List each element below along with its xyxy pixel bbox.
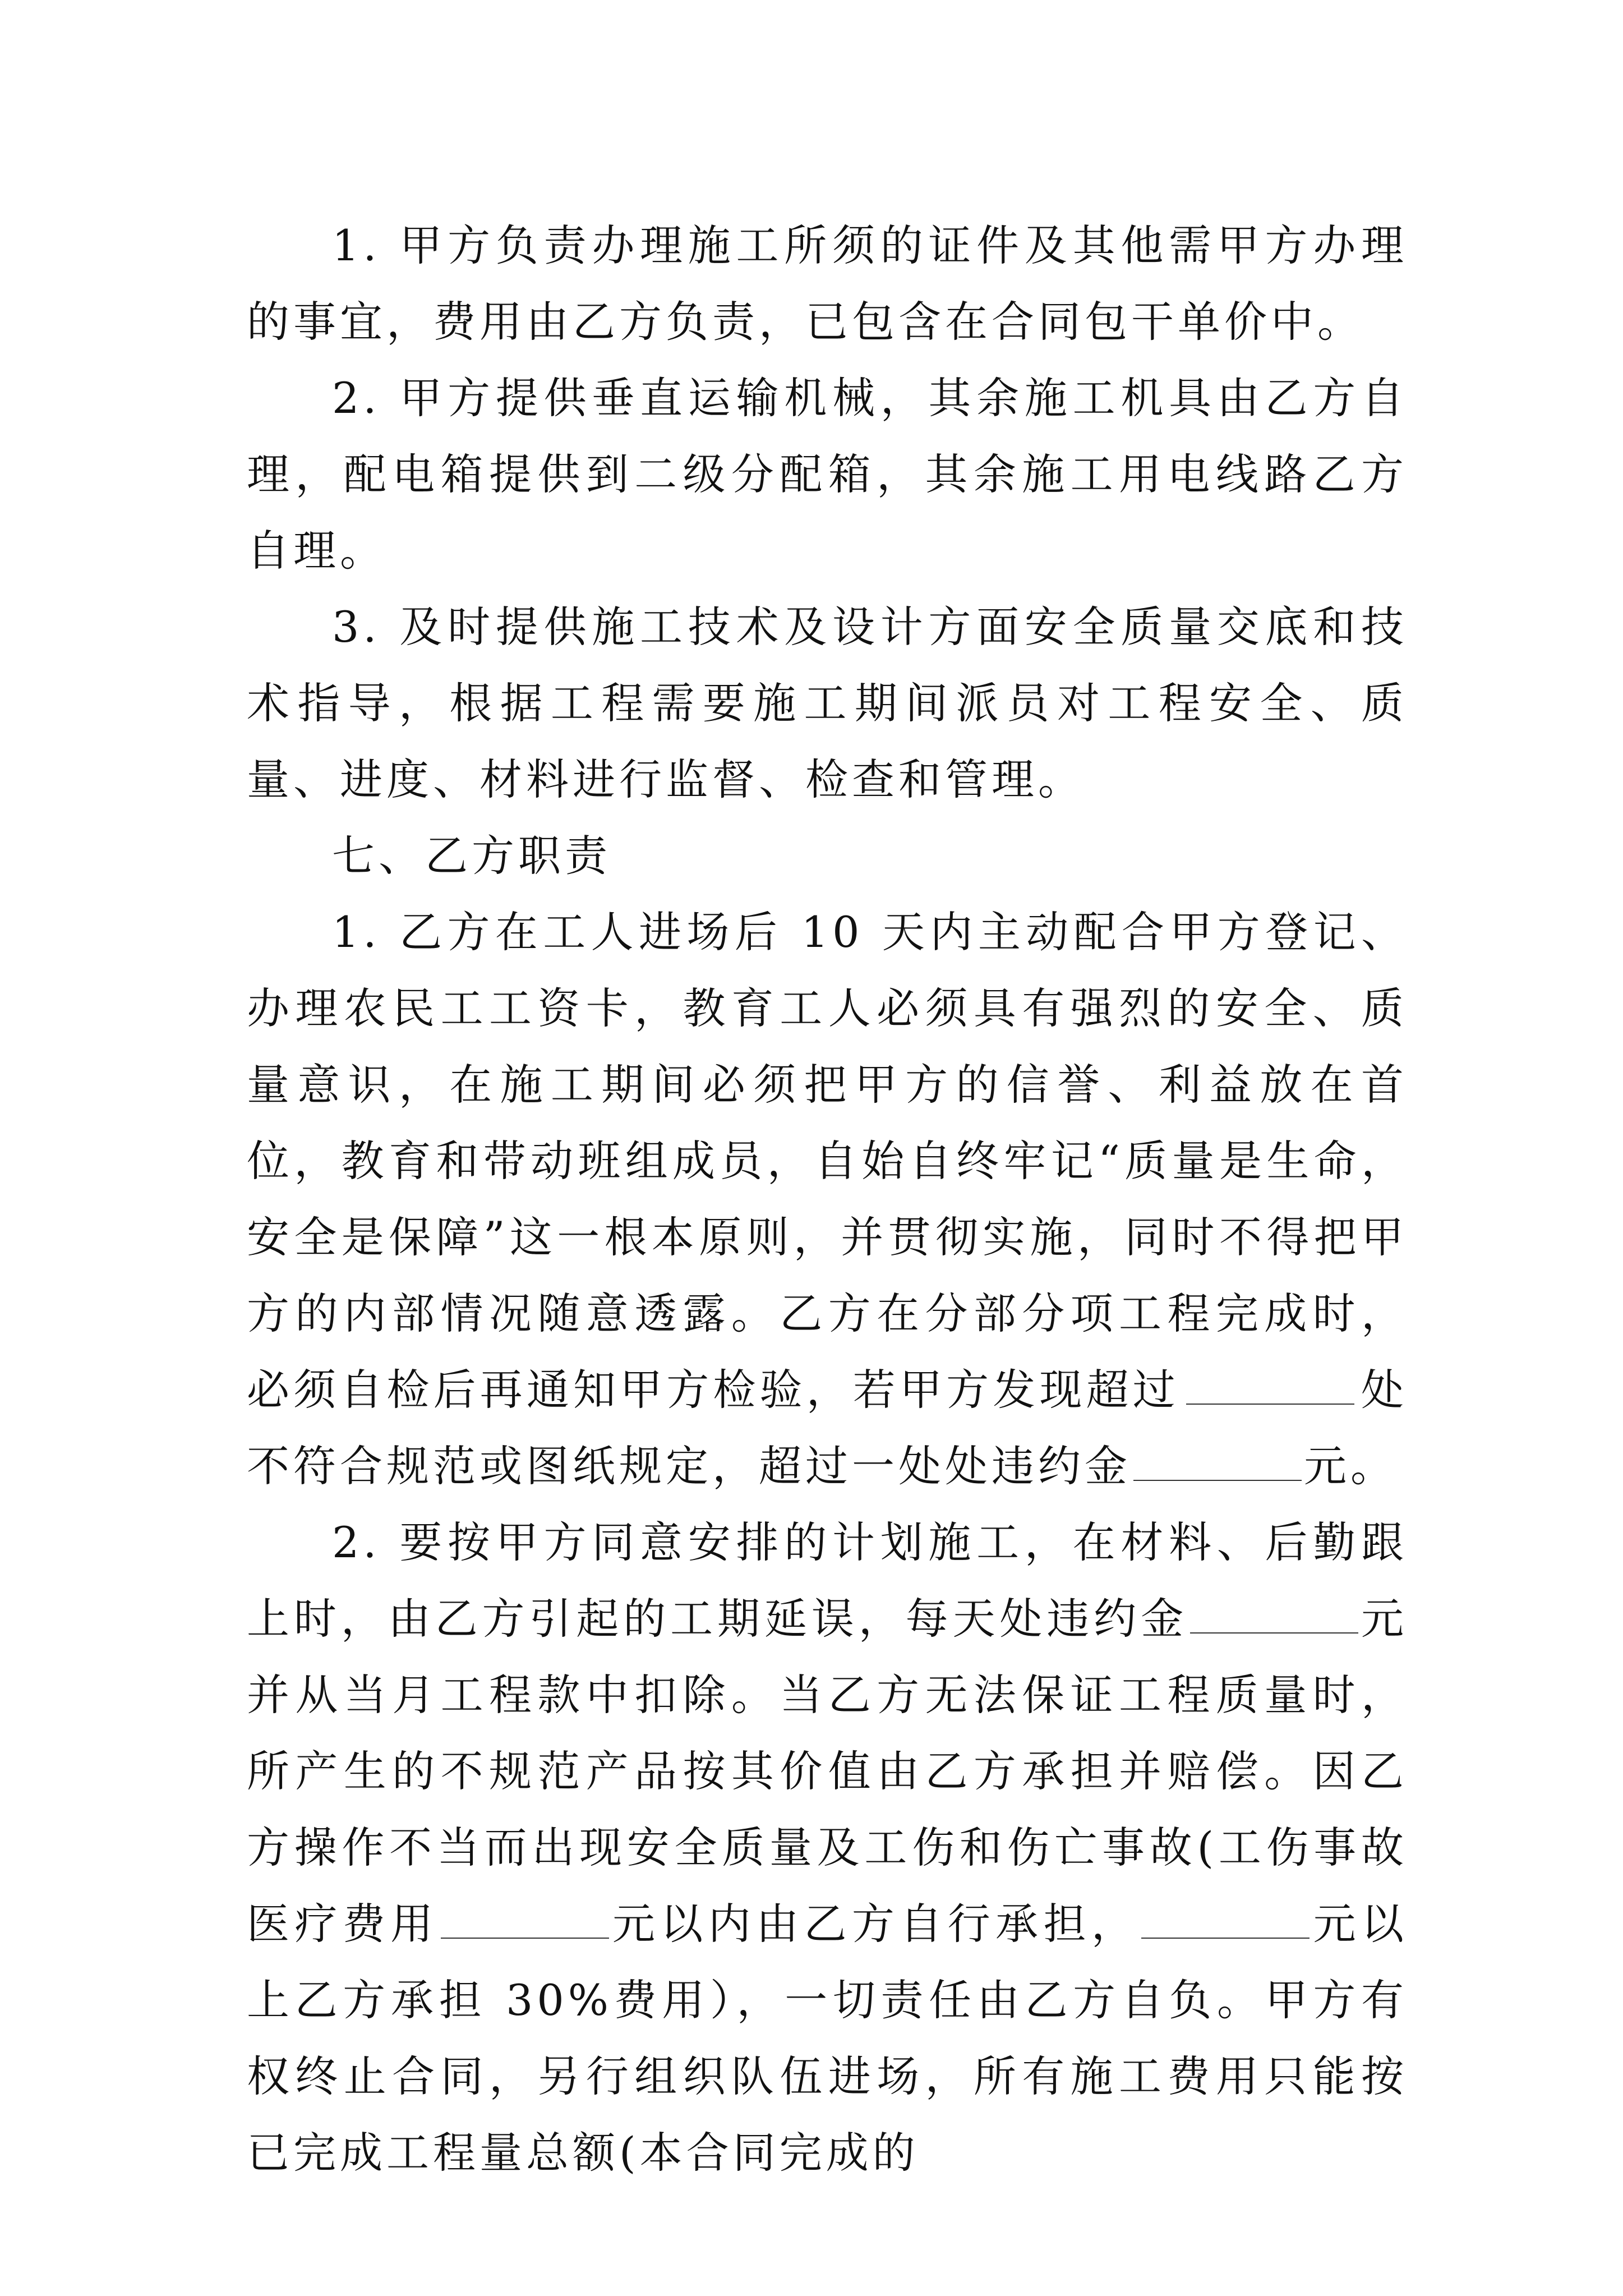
- fill-blank-medical-limit: [441, 1937, 609, 1939]
- section-heading-text: 七、乙方职责: [332, 831, 611, 881]
- party-b-clause-2-paragraph: [247, 1504, 1408, 2191]
- clause-1-paragraph: [247, 208, 1408, 360]
- contract-body: [247, 208, 1408, 2191]
- party-b-clause-1-text-b: 处不符合规范或图纸规定，超过一处处违约金: [247, 1365, 1408, 1491]
- party-b-clause-2-text-d: 元以上乙方承担 30%费用），一切责任由乙方自负。甲方有权终止合同，另行组织队伍进场，所有施工费用只能按已完成工程量总额(本合同完成的: [247, 1899, 1408, 2178]
- clause-3-text: 3. 及时提供施工技术及设计方面安全质量交底和技术指导，根据工程需要施工期间派员对工程安全、质量、进度、材料进行监督、检查和管理。: [247, 602, 1408, 804]
- party-b-clause-2-text-a: 2. 要按甲方同意安排的计划施工，在材料、后勤跟上时，由乙方引起的工期延误，每天处违约金: [247, 1517, 1408, 1644]
- party-b-clause-1-paragraph: [247, 894, 1408, 1504]
- fill-blank-daily-penalty: [1190, 1632, 1358, 1634]
- party-b-clause-1-text-c: 元。: [1304, 1441, 1397, 1491]
- clause-1-text: 1. 甲方负责办理施工所须的证件及其他需甲方办理的事宜，费用由乙方负责，已包含在合同包干单价中。: [247, 220, 1408, 347]
- clause-2-paragraph: [247, 360, 1408, 589]
- clause-2-text: 2. 甲方提供垂直运输机械，其余施工机具由乙方自理，配电箱提供到二级分配箱，其余施工用电线路乙方自理。: [247, 373, 1408, 576]
- party-b-clause-2-text-c: 元以内由乙方自行承担，: [611, 1899, 1140, 1949]
- clause-3-paragraph: [247, 589, 1408, 818]
- fill-blank-count: [1186, 1403, 1354, 1405]
- party-b-clause-1-text-a: 1. 乙方在工人进场后 10 天内主动配合甲方登记、办理农民工工资卡，教育工人必须具有强烈的安全、质量意识，在施工期间必须把甲方的信誉、利益放在首位，教育和带动班组成员，自始自终牢记“质量是生命，安全是保障”这一根本原则，并贯彻实施，同时不得把甲方的内部情况随意透露。乙方在分部分项工程完成时，必须自检后再通知甲方检验，若甲方发现超过: [247, 907, 1408, 1415]
- fill-blank-medical-threshold: [1141, 1937, 1310, 1939]
- fill-blank-penalty: [1133, 1479, 1302, 1481]
- section-heading: [247, 818, 1408, 894]
- party-b-clause-2-text-b: 元并从当月工程款中扣除。当乙方无法保证工程质量时，所产生的不规范产品按其价值由乙方承担并赔偿。因乙方操作不当而出现安全质量及工伤和伤亡事故(工伤事故医疗费用: [247, 1594, 1408, 1949]
